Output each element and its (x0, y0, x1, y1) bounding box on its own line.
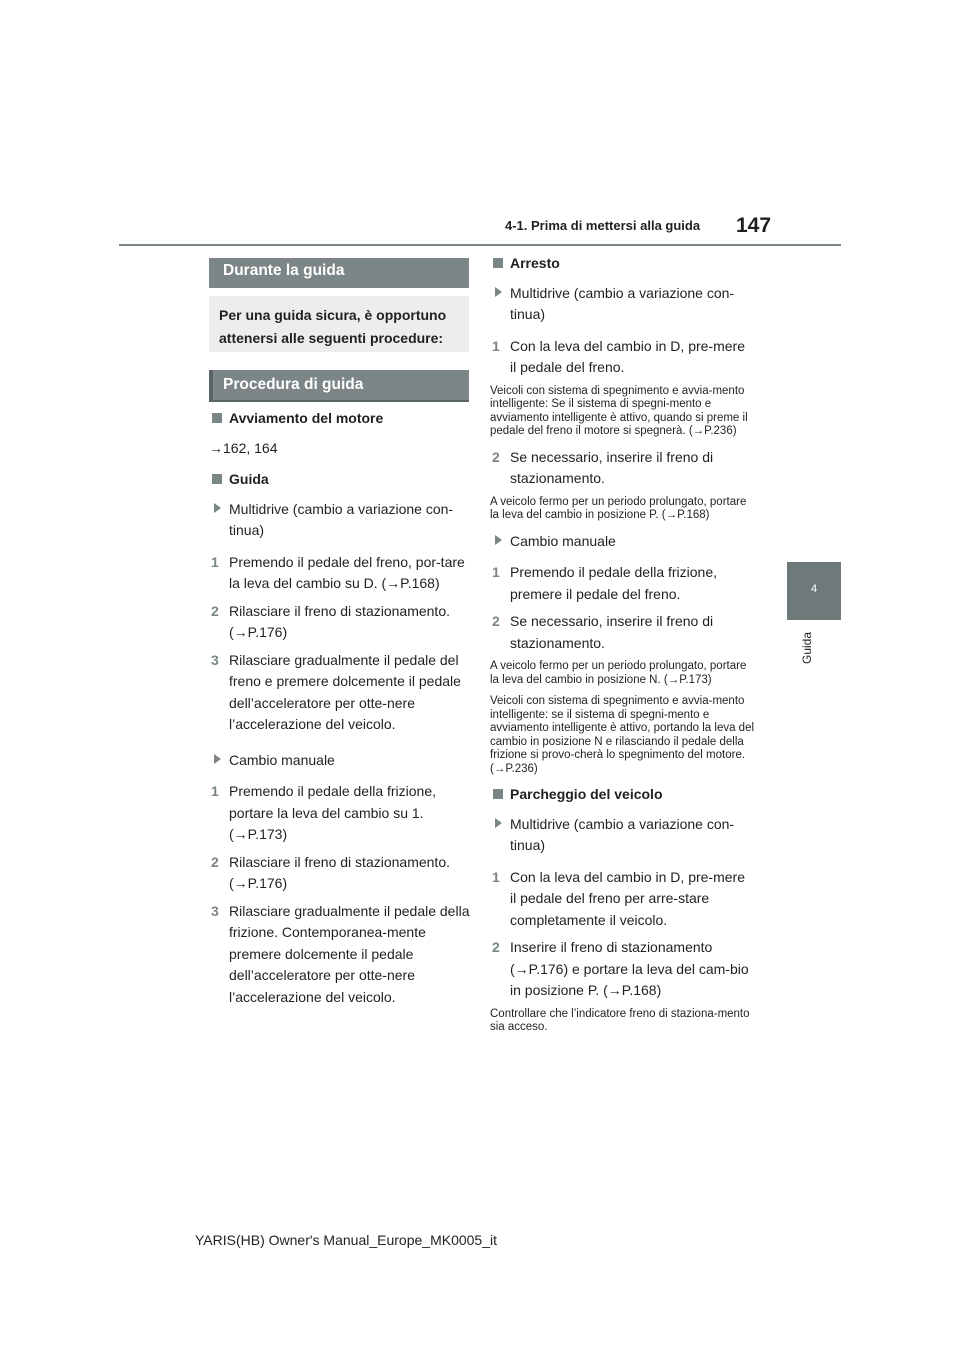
triangle-bullet-icon (214, 503, 221, 513)
manuale-subheading: Cambio manuale (490, 531, 755, 553)
triangle-bullet-icon (495, 535, 502, 545)
step-item: 2 Rilasciare il freno di stazionamento. (→P.176) (211, 853, 450, 891)
procedura-title-bar: Procedura di guida (209, 370, 469, 402)
parcheggio-heading: Parcheggio del veicolo (490, 784, 755, 806)
triangle-bullet-icon (495, 818, 502, 828)
header-divider (119, 244, 841, 246)
manuale-subheading: Cambio manuale (209, 750, 471, 772)
durante-title-bar: Durante la guida (209, 258, 469, 288)
guida-heading: Guida (209, 469, 471, 491)
step-item: 1 Con la leva del cambio in D, pre-mere il pedale del freno per arre-stare completamente il veicolo. (492, 868, 745, 928)
square-bullet-icon (212, 413, 222, 423)
multidrive-subheading: Multidrive (cambio a variazione con-tinua) (490, 283, 755, 326)
square-bullet-icon (212, 474, 222, 484)
multidrive-subheading: Multidrive (cambio a variazione con-tinua) (209, 499, 471, 542)
left-column (209, 408, 471, 1014)
note-text: Veicoli con sistema di spegnimento e avvia-mento intelligente: se il sistema di spegni-mento e avviamento intelligente è attivo, portando la leva del cambio in posizione N e rilasciando il pedale della frizione si provo-cherà lo spegnimento del motore. (→P.236) (490, 695, 755, 775)
step-item: 1 Premendo il pedale della frizione, premere il pedale del freno. (492, 564, 718, 602)
right-column (490, 253, 755, 1043)
avviamento-heading: Avviamento del motore (209, 408, 471, 430)
note-text: A veicolo fermo per un periodo prolungato, portare la leva del cambio in posizione N. (→P.173) (490, 660, 747, 686)
chapter-number: 4 (810, 583, 818, 595)
step-item: 1 Premendo il pedale della frizione, portare la leva del cambio su 1. (→P.173) (211, 783, 437, 842)
step-item: 2 Se necessario, inserire il freno di stazionamento. (492, 613, 714, 651)
chapter-label: Guida (800, 631, 814, 665)
note-text: Veicoli con sistema di spegnimento e avvia-mento intelligente: Se il sistema di spegni-mento e avviamento intelligente è attivo, quando si preme il pedale del freno il motore si spegnerà. (→P.236) (490, 384, 748, 437)
step-item: 3 Rilasciare gradualmente il pedale del freno e premere dolcemente il pedale dell’acceleratore per otte-nere l’accelerazione del veicolo. (211, 651, 461, 732)
avviamento-ref: →162, 164 (209, 439, 278, 456)
triangle-bullet-icon (214, 754, 221, 764)
step-item: 1 Con la leva del cambio in D, pre-mere il pedale del freno. (492, 337, 745, 375)
step-item: 2 Inserire il freno di stazionamento (→P.176) e portare la leva del cam-bio in posizione P. (→P.168) (492, 939, 749, 998)
chapter-label-wrap (787, 628, 841, 678)
page-number: 147 (736, 214, 772, 237)
step-item: 1 Premendo il pedale del freno, por-tare la leva del cambio su D. (→P.168) (211, 553, 465, 591)
section-title: 4-1. Prima di mettersi alla guida (505, 218, 701, 233)
step-item: 2 Se necessario, inserire il freno di stazionamento. (492, 448, 714, 486)
square-bullet-icon (493, 258, 503, 268)
arresto-heading: Arresto (490, 253, 755, 275)
durante-intro: Per una guida sicura, è opportuno attenersi alle seguenti procedure: (209, 296, 469, 352)
step-item: 3 Rilasciare gradualmente il pedale della frizione. Contemporanea-mente premere dolcemente il pedale dell’acceleratore per otte-nere l’accelerazione del veicolo. (211, 902, 470, 1005)
square-bullet-icon (493, 789, 503, 799)
multidrive-subheading: Multidrive (cambio a variazione con-tinua) (490, 814, 755, 857)
note-text: Controllare che l’indicatore freno di staziona-mento sia acceso. (490, 1007, 750, 1033)
manual-id: YARIS(HB) Owner's Manual_Europe_MK0005_it (195, 1232, 497, 1248)
step-item: 2 Rilasciare il freno di stazionamento. (→P.176) (211, 602, 450, 640)
note-text: A veicolo fermo per un periodo prolungato, portare la leva del cambio in posizione P. (→P.168) (490, 495, 747, 521)
triangle-bullet-icon (495, 287, 502, 297)
